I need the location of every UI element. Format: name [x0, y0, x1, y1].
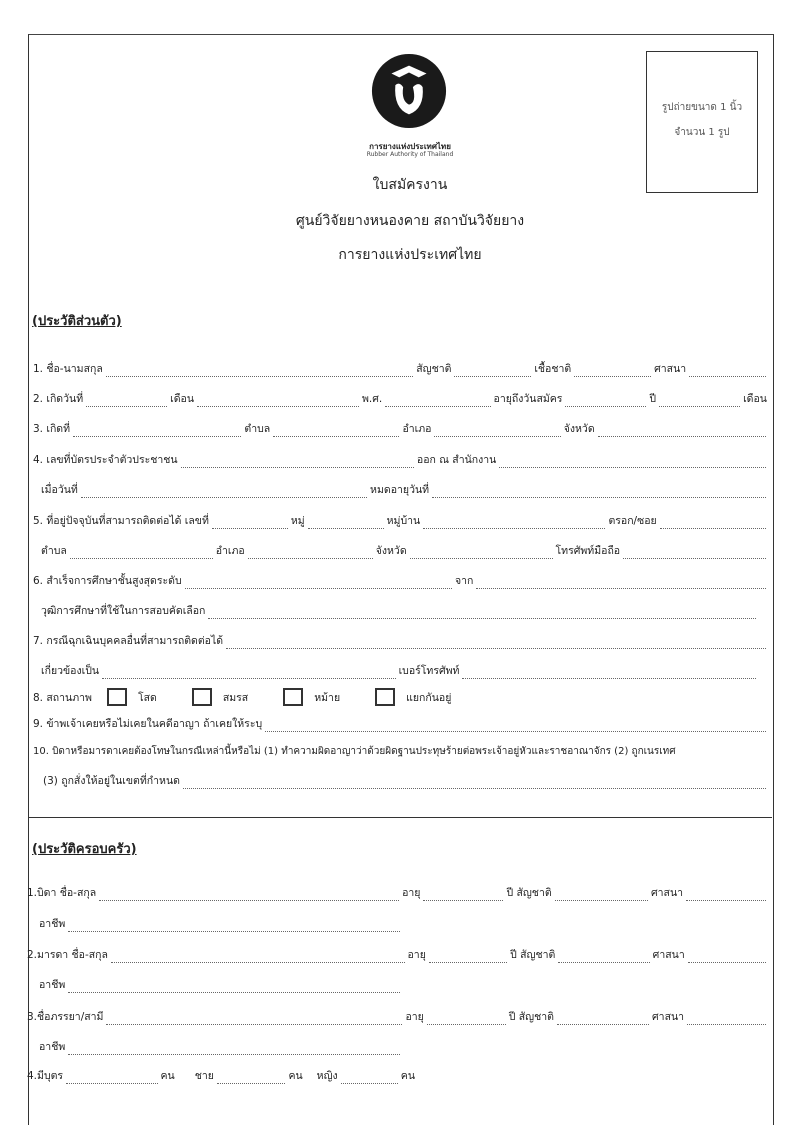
issued-at-label: ออก ณ สำนักงาน — [416, 454, 497, 466]
separated-checkbox[interactable] — [375, 688, 395, 706]
criminal-record-label: 9. ข้าพเจ้าเคยหรือไม่เคยในคดีอาญา ถ้าเคยให้ระบุ — [33, 718, 263, 730]
birth-day-label: 2. เกิดวันที่ — [33, 393, 84, 405]
sons-field[interactable] — [217, 1072, 286, 1084]
name-row — [32, 360, 768, 377]
race-label: เชื้อชาติ — [534, 363, 572, 375]
parent-conviction-label: 10. บิดาหรือมารดาเคยต้องโทษในกรณีเหล่านี้หรือไม่ (1) ทำความผิดอาญาว่าด้วยผิดฐานประทุษร้ายต่อพระเจ้าอยู่หัวและราชอาณาจักร (2) ถูกเนรเทศ — [33, 746, 676, 757]
children-row — [26, 1067, 416, 1084]
id-card-row — [32, 451, 768, 468]
religion-label: ศาสนา — [654, 363, 687, 375]
soi-label: ตรอก/ซอย — [608, 515, 657, 527]
parent-conviction-field[interactable] — [183, 777, 766, 789]
criminal-record-field[interactable] — [265, 720, 766, 732]
father-nationality-label: ปี สัญชาติ — [506, 887, 552, 899]
expiry-date-field[interactable] — [432, 486, 766, 498]
criminal-record-row — [32, 715, 768, 732]
birthdate-row — [32, 390, 768, 407]
education-level-label: 6. สำเร็จการศึกษาชั้นสูงสุดระดับ — [33, 575, 182, 587]
birth-month-label: เดือน — [170, 393, 195, 405]
mother-occupation-field[interactable] — [68, 981, 400, 993]
id-card-label: 4. เลขที่บัตรประจำตัวประชาชน — [33, 454, 178, 466]
spouse-occupation-field[interactable] — [68, 1043, 400, 1055]
birth-subdistrict-field[interactable] — [273, 425, 399, 437]
birth-district-label: อำเภอ — [402, 423, 432, 435]
form-title: ใบสมัครงาน — [372, 177, 448, 193]
birth-province-label: จังหวัด — [563, 423, 595, 435]
education-level-field[interactable] — [185, 577, 452, 589]
religion-field[interactable] — [689, 365, 766, 377]
education-row — [32, 572, 768, 589]
photo-count-label: จำนวน 1 รูป — [674, 127, 730, 138]
spouse-nationality-label: ปี สัญชาติ — [508, 1011, 554, 1023]
single-label: โสด — [137, 691, 157, 704]
village-label: หมู่บ้าน — [386, 515, 421, 527]
spouse-occupation-label: อาชีพ — [39, 1041, 66, 1053]
mother-name-label: 2.มารดา ชื่อ-สกุล — [27, 949, 108, 961]
birth-province-field[interactable] — [598, 425, 766, 437]
sons-label: ชาย — [194, 1070, 214, 1082]
daughters-unit: คน — [400, 1070, 415, 1082]
expiry-date-label: หมดอายุวันที่ — [370, 484, 430, 496]
emergency-contact-label: 7. กรณีฉุกเฉินบุคคลอื่นที่สามารถติดต่อได้ — [33, 635, 224, 647]
moo-label: หมู่ — [290, 515, 305, 527]
married-checkbox[interactable] — [192, 688, 212, 706]
birth-district-field[interactable] — [434, 425, 560, 437]
birthplace-field[interactable] — [73, 425, 241, 437]
widowed-checkbox[interactable] — [283, 688, 303, 706]
single-checkbox[interactable] — [107, 688, 127, 706]
father-name-label: 1.บิดา ชื่อ-สกุล — [27, 887, 97, 899]
daughters-field[interactable] — [341, 1072, 398, 1084]
father-name-field[interactable] — [99, 889, 399, 901]
org-name-english: Rubber Authority of Thailand — [366, 151, 454, 158]
restricted-area-label: (3) ถูกสั่งให้อยู่ในเขตที่กำหนด — [43, 775, 180, 787]
name-label: 1. ชื่อ-นามสกุล — [33, 363, 103, 375]
phone-label: เบอร์โทรศัพท์ — [398, 665, 460, 677]
parent-conviction-row-2 — [42, 772, 768, 789]
spouse-nationality-field[interactable] — [557, 1013, 649, 1025]
mother-religion-label: ศาสนา — [652, 949, 685, 961]
emergency-row — [32, 632, 768, 649]
spouse-name-label: 3.ชื่อภรรยา/สามี — [27, 1011, 104, 1023]
mobile-label: โทรศัพท์มือถือ — [555, 545, 621, 557]
spouse-row — [26, 1008, 768, 1025]
address-label: 5. ที่อยู่ปัจจุบันที่สามารถติดต่อได้ เลขที่ — [33, 515, 209, 527]
father-occupation-row — [38, 915, 402, 932]
family-section-title: (ประวัติครอบครัว) — [32, 842, 137, 857]
nationality-field[interactable] — [454, 365, 531, 377]
rubber-authority-logo-icon — [370, 52, 448, 130]
address-row-2 — [40, 542, 768, 559]
nationality-label: สัญชาติ — [416, 363, 452, 375]
photo-box[interactable] — [646, 51, 758, 193]
address-row — [32, 512, 768, 529]
subdistrict-field[interactable] — [70, 547, 213, 559]
spouse-religion-field[interactable] — [687, 1013, 766, 1025]
father-occupation-field[interactable] — [68, 920, 400, 932]
education-from-field[interactable] — [476, 577, 766, 589]
mother-row — [26, 946, 768, 963]
age-label: อายุถึงวันสมัคร — [493, 393, 563, 405]
marital-status-row — [32, 688, 552, 706]
personal-section-title: (ประวัติส่วนตัว) — [32, 314, 122, 329]
children-total-field[interactable] — [66, 1072, 157, 1084]
birth-year-field[interactable] — [385, 395, 490, 407]
id-card-field[interactable] — [181, 456, 414, 468]
degree-field[interactable] — [208, 607, 756, 619]
district-label: อำเภอ — [215, 545, 245, 557]
education-from-label: จาก — [454, 575, 474, 587]
age-years-label: ปี — [649, 393, 657, 405]
phone-field[interactable] — [462, 667, 756, 679]
birth-subdistrict-label: ตำบล — [244, 423, 271, 435]
mother-occupation-label: อาชีพ — [39, 979, 66, 991]
spouse-occupation-row — [38, 1038, 402, 1055]
mother-nationality-field[interactable] — [558, 951, 649, 963]
degree-label: วุฒิการศึกษาที่ใช้ในการสอบคัดเลือก — [41, 605, 206, 617]
emergency-contact-field[interactable] — [226, 637, 766, 649]
daughters-label: หญิง — [316, 1070, 338, 1082]
village-field[interactable] — [423, 517, 605, 529]
age-months-label: เดือน — [743, 393, 767, 405]
race-field[interactable] — [574, 365, 651, 377]
mother-nationality-label: ปี สัญชาติ — [510, 949, 556, 961]
issue-date-field[interactable] — [81, 486, 367, 498]
widowed-label: หม้าย — [314, 691, 341, 704]
children-total-unit: คน — [160, 1070, 175, 1082]
father-religion-field[interactable] — [686, 889, 766, 901]
moo-field[interactable] — [308, 517, 384, 529]
spouse-age-field[interactable] — [427, 1013, 506, 1025]
name-field[interactable] — [106, 365, 413, 377]
form-subtitle-center: ศูนย์วิจัยยางหนองคาย สถาบันวิจัยยาง — [295, 213, 525, 229]
mother-name-field[interactable] — [111, 951, 405, 963]
birth-day-field[interactable] — [86, 395, 167, 407]
children-label: 4.มีบุตร — [27, 1070, 64, 1082]
father-row — [26, 884, 768, 901]
birthplace-label: 3. เกิดที่ — [33, 423, 71, 435]
father-occupation-label: อาชีพ — [39, 918, 66, 930]
father-age-label: อายุ — [402, 887, 421, 899]
degree-row — [40, 602, 758, 619]
age-months-field[interactable] — [659, 395, 740, 407]
issued-at-field[interactable] — [499, 456, 766, 468]
mother-age-label: อายุ — [407, 949, 426, 961]
relation-label: เกี่ยวข้องเป็น — [41, 665, 100, 677]
spouse-religion-label: ศาสนา — [652, 1011, 685, 1023]
province-field[interactable] — [410, 547, 553, 559]
soi-field[interactable] — [660, 517, 766, 529]
issue-date-label: เมื่อวันที่ — [41, 484, 78, 496]
father-religion-label: ศาสนา — [650, 887, 684, 899]
age-years-field[interactable] — [565, 395, 646, 407]
house-number-field[interactable] — [212, 517, 288, 529]
separated-label: แยกกันอยู่ — [406, 691, 452, 704]
mobile-field[interactable] — [623, 547, 766, 559]
parent-conviction-row — [32, 744, 772, 759]
mother-age-field[interactable] — [429, 951, 507, 963]
district-field[interactable] — [248, 547, 373, 559]
province-label: จังหวัด — [375, 545, 407, 557]
org-name-thai: การยางแห่งประเทศไทย — [369, 142, 451, 151]
birthplace-row — [32, 420, 768, 437]
marital-status-label: 8. สถานภาพ — [33, 691, 92, 704]
birth-month-field[interactable] — [197, 395, 359, 407]
father-age-field[interactable] — [423, 889, 503, 901]
id-card-date-row — [40, 481, 768, 498]
section-divider — [28, 817, 772, 818]
mother-occupation-row — [38, 976, 402, 993]
spouse-age-label: อายุ — [405, 1011, 424, 1023]
emergency-relation-row — [40, 662, 758, 679]
spouse-name-field[interactable] — [106, 1013, 402, 1025]
relation-field[interactable] — [102, 667, 396, 679]
married-label: สมรส — [222, 691, 249, 704]
father-nationality-field[interactable] — [555, 889, 648, 901]
subdistrict-label: ตำบล — [41, 545, 67, 557]
sons-unit: คน — [288, 1070, 303, 1082]
mother-religion-field[interactable] — [688, 951, 766, 963]
photo-size-label: รูปถ่ายขนาด 1 นิ้ว — [661, 102, 743, 113]
birth-year-label: พ.ศ. — [361, 393, 383, 405]
form-subtitle-org: การยางแห่งประเทศไทย — [338, 247, 482, 263]
